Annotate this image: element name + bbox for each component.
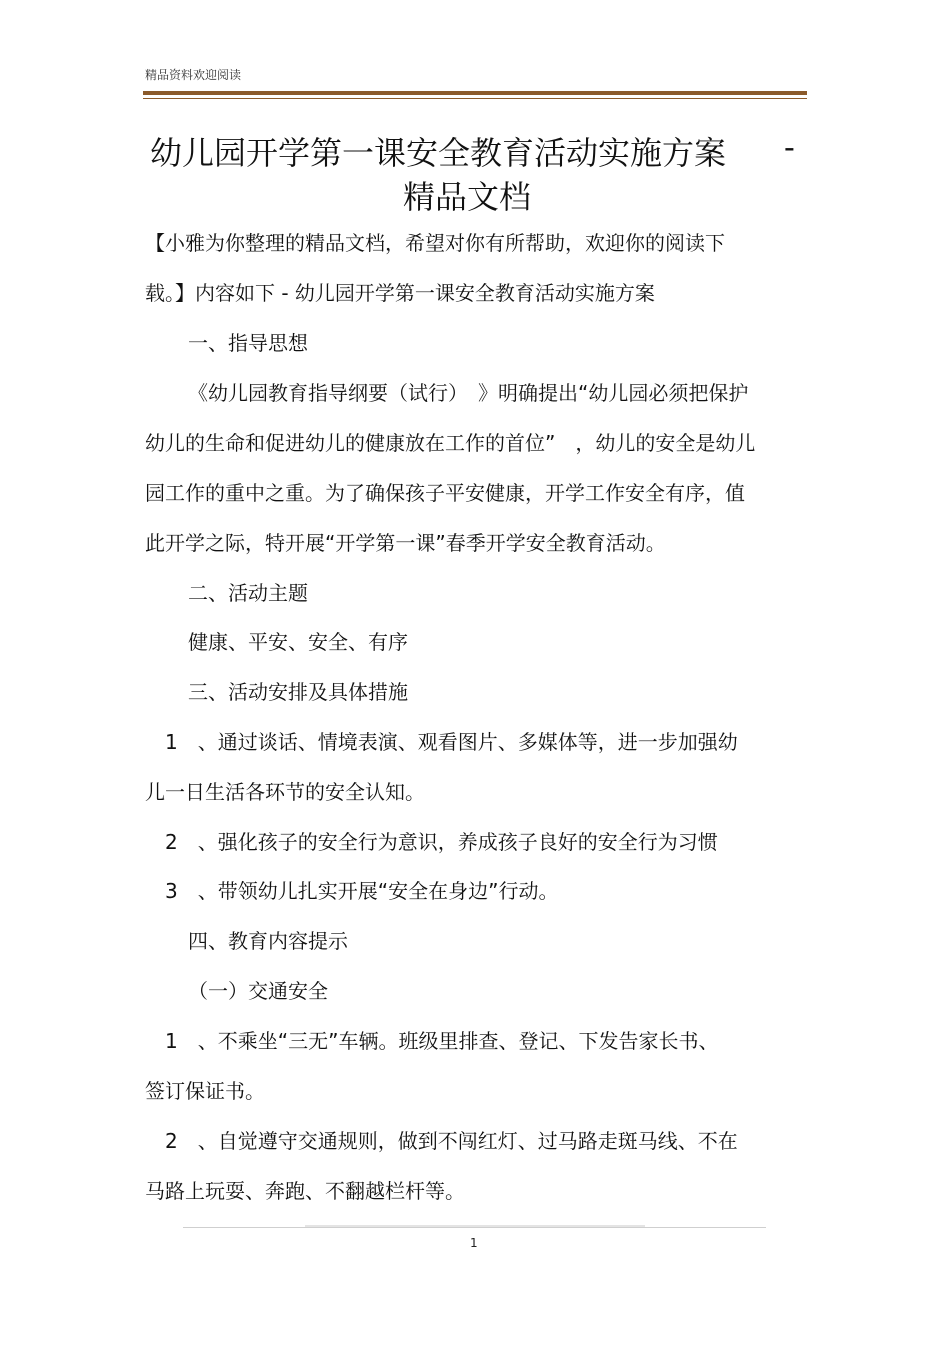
title-main: 幼儿园开学第一课安全教育活动实施方案 (150, 134, 727, 172)
title-sub: 精品文档 (403, 178, 532, 216)
section-heading: 三、活动安排及具体措施 (188, 680, 408, 704)
body-line: 此开学之际，特开展“开学第一课”春季开学安全教育活动。 (145, 531, 666, 555)
list-item: 1 、通过谈话、情境表演、观看图片、多媒体等，进一步加强幼 (165, 730, 738, 754)
section-heading: 一、指导思想 (188, 331, 308, 355)
body-line: 儿一日生活各环节的安全认知。 (145, 780, 425, 804)
header-text: 精品资料欢迎阅读 (145, 68, 242, 82)
body-line: 载。】内容如下 - 幼儿园开学第一课安全教育活动实施方案 (145, 281, 655, 305)
body-line: 马路上玩耍、奔跑、不翻越栏杆等。 (145, 1179, 465, 1203)
list-item: 2 、自觉遵守交通规则，做到不闯红灯、过马路走斑马线、不在 (165, 1129, 738, 1153)
footer-rule (183, 1227, 766, 1228)
section-heading: 二、活动主题 (188, 581, 308, 605)
subsection-heading: （一）交通安全 (188, 979, 328, 1003)
body-line: 《幼儿园教育指导纲要（试行） 》明确提出“幼儿园必须把保护 (188, 381, 749, 405)
header-rule-thick (143, 91, 807, 95)
body-line: 幼儿的生命和促进幼儿的健康放在工作的首位” ，幼儿的安全是幼儿 (145, 431, 756, 455)
page-number: 1 (470, 1236, 478, 1250)
body-line: 健康、平安、安全、有序 (188, 630, 408, 654)
body-line: 签订保证书。 (145, 1079, 265, 1103)
title-dash: - (784, 128, 795, 166)
section-heading: 四、教育内容提示 (188, 929, 348, 953)
list-item: 3 、带领幼儿扎实开展“安全在身边”行动。 (165, 879, 559, 903)
body-line: 【小雅为你整理的精品文档，希望对你有所帮助，欢迎你的阅读下 (145, 231, 725, 255)
list-item: 1 、不乘坐“三无”车辆。班级里排查、登记、下发告家长书、 (165, 1029, 719, 1053)
header-rule-thin (143, 98, 807, 99)
body-line: 园工作的重中之重。为了确保孩子平安健康，开学工作安全有序，值 (145, 481, 745, 505)
list-item: 2 、强化孩子的安全行为意识，养成孩子良好的安全行为习惯 (165, 830, 718, 854)
